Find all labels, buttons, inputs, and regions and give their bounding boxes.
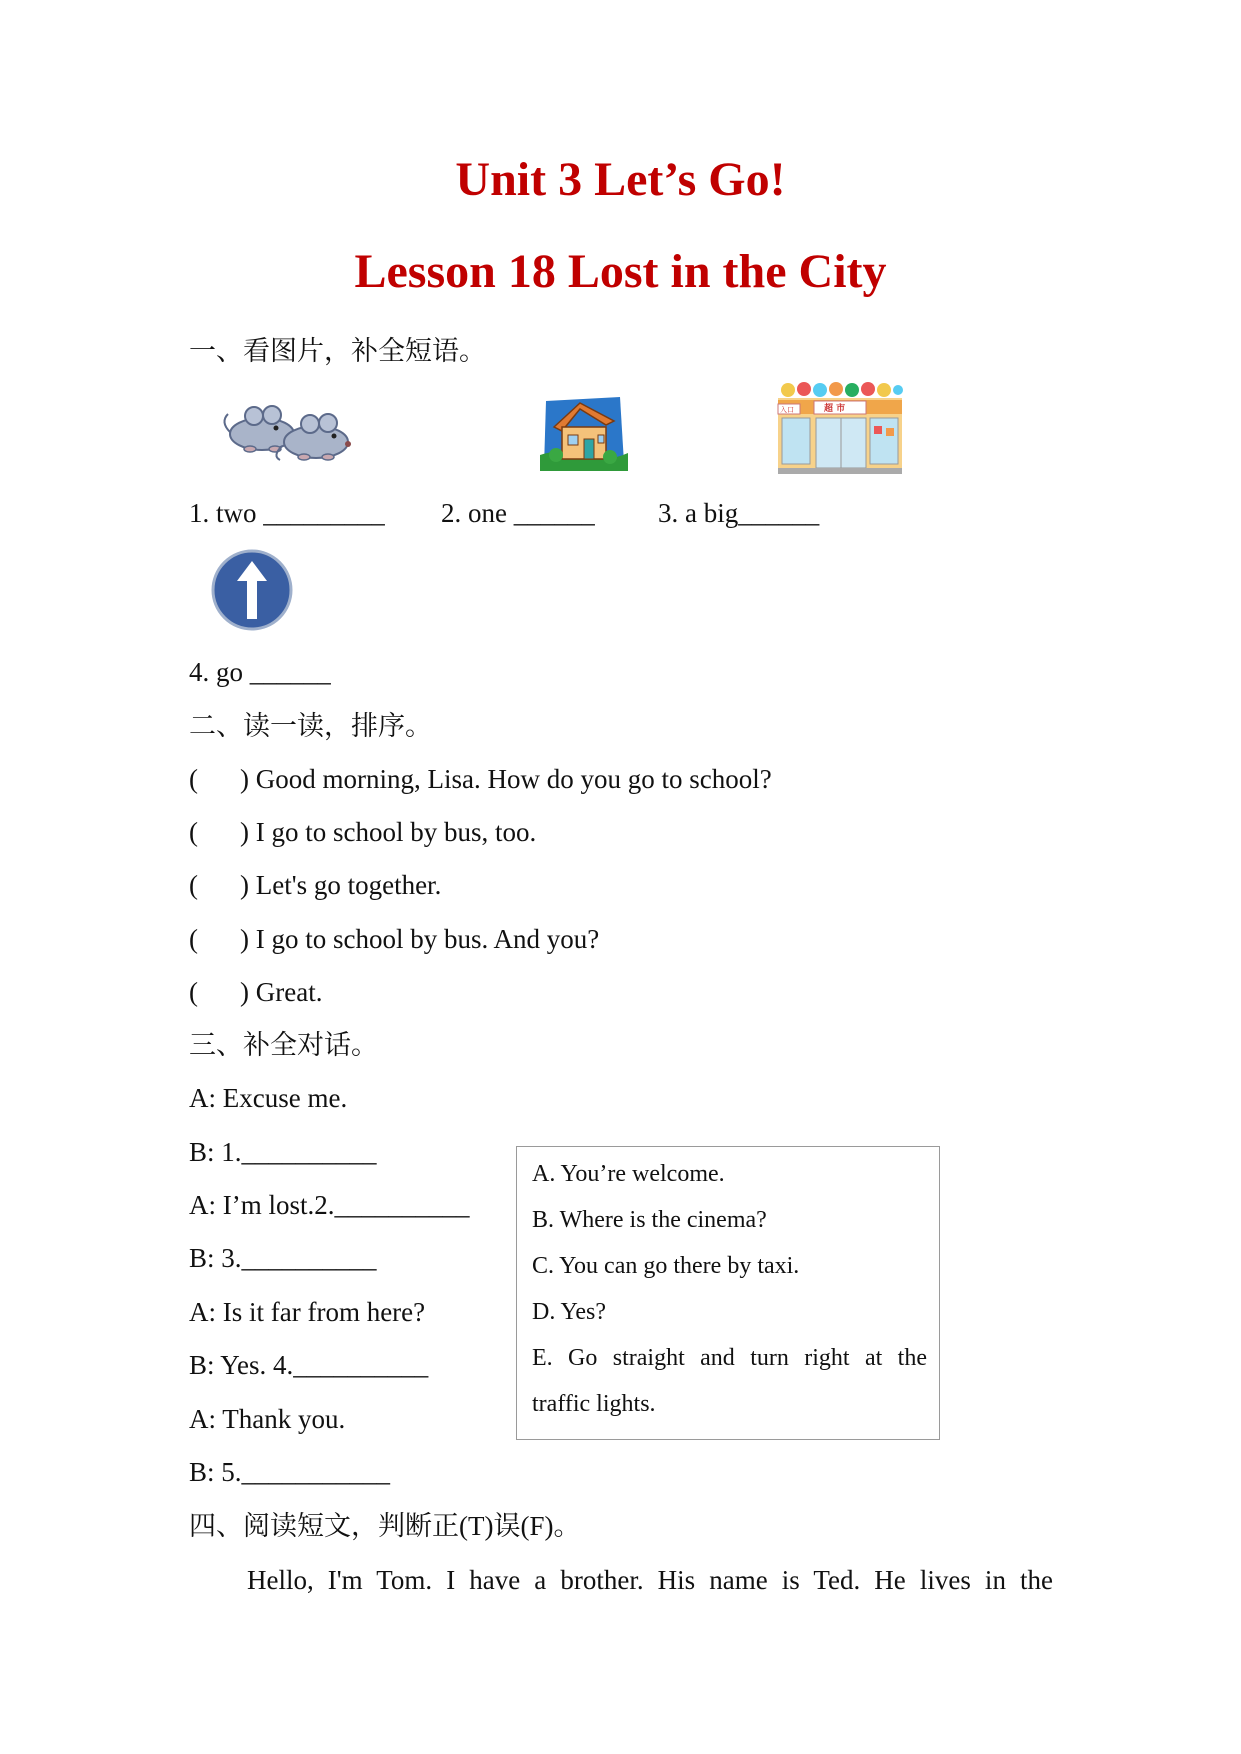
- straight-arrow-sign-icon: [211, 549, 293, 631]
- order-item-1: [189, 762, 772, 796]
- lesson-title: Lesson 18 Lost in the City: [354, 245, 887, 298]
- supermarket-entrance-text: 入口: [780, 406, 794, 414]
- phrase-item-1-blank[interactable]: _________: [263, 498, 385, 528]
- order-paren-open[interactable]: (: [189, 924, 198, 954]
- order-item-1-text: ) Good morning, Lisa. How do you go to school?: [240, 764, 772, 794]
- option-d: D. Yes?: [532, 1299, 607, 1325]
- supermarket-icon: [778, 382, 902, 474]
- phrase-item-4: [189, 655, 331, 689]
- phrase-item-3-blank[interactable]: ______: [738, 498, 820, 528]
- order-paren-open[interactable]: (: [189, 764, 198, 794]
- option-a: A. You’re welcome.: [532, 1161, 725, 1187]
- order-paren-open[interactable]: (: [189, 977, 198, 1007]
- dialog-line-8[interactable]: B: 5.___________: [189, 1457, 391, 1487]
- order-paren-open[interactable]: (: [189, 870, 198, 900]
- phrase-item-3: [658, 496, 819, 530]
- section4-heading: 四、阅读短文，判断正(T)误(F)。: [189, 1511, 581, 1541]
- order-item-5-text: ) Great.: [240, 977, 323, 1007]
- phrase-item-1-label: 1. two: [189, 498, 264, 528]
- reading-passage: Hello, I'm Tom. I have a brother. His name is Ted. He lives in the: [247, 1565, 1053, 1595]
- phrase-item-2-label: 2. one: [441, 498, 514, 528]
- section2-heading: 二、读一读，排序。: [189, 711, 432, 741]
- phrase-item-2: [441, 496, 595, 530]
- phrase-item-2-blank[interactable]: ______: [513, 498, 595, 528]
- order-item-4: [189, 922, 599, 956]
- options-box: [516, 1146, 940, 1440]
- dialog-line-3[interactable]: A: I’m lost.2.__________: [189, 1190, 470, 1220]
- order-item-2: [189, 815, 536, 849]
- dialog-line-7: A: Thank you.: [189, 1404, 346, 1434]
- phrase-item-3-label: 3. a big: [658, 498, 739, 528]
- dialog-line-6[interactable]: B: Yes. 4.__________: [189, 1350, 429, 1380]
- supermarket-sign-text: 超 市: [824, 404, 846, 414]
- order-item-5: [189, 975, 322, 1009]
- order-item-3-text: ) Let's go together.: [240, 870, 442, 900]
- dialog-line-1: A: Excuse me.: [189, 1083, 348, 1113]
- option-e: E. Go straight and turn right at the: [532, 1345, 927, 1371]
- option-c: C. You can go there by taxi.: [532, 1253, 800, 1279]
- phrase-item-4-blank[interactable]: ______: [249, 657, 331, 687]
- dialog-line-4[interactable]: B: 3.__________: [189, 1243, 377, 1273]
- section1-heading: 一、看图片，补全短语。: [189, 336, 486, 366]
- section3-heading: 三、补全对话。: [189, 1030, 378, 1060]
- option-e-continued: traffic lights.: [532, 1391, 656, 1417]
- order-item-2-text: ) I go to school by bus, too.: [240, 817, 537, 847]
- option-b: B. Where is the cinema?: [532, 1207, 767, 1233]
- order-paren-open[interactable]: (: [189, 817, 198, 847]
- mice-icon: [220, 402, 360, 464]
- phrase-item-4-label: 4. go: [189, 657, 250, 687]
- dialog-line-2[interactable]: B: 1.__________: [189, 1137, 377, 1167]
- order-item-4-text: ) I go to school by bus. And you?: [240, 924, 600, 954]
- house-icon: [540, 393, 628, 471]
- phrase-item-1: [189, 496, 385, 530]
- dialog-line-5: A: Is it far from here?: [189, 1297, 426, 1327]
- order-item-3: [189, 868, 441, 902]
- unit-title: Unit 3 Let’s Go!: [455, 153, 786, 206]
